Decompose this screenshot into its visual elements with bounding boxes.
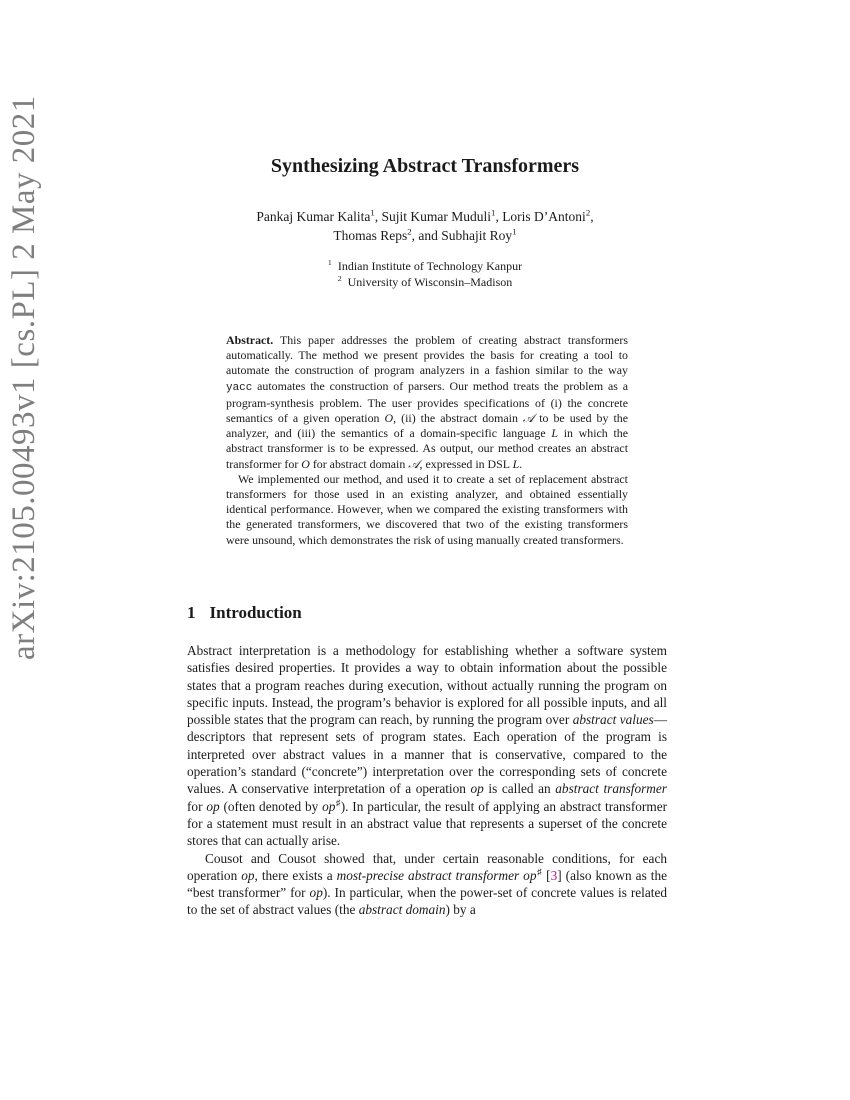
affiliation-1 — [0, 258, 850, 274]
text-run: . — [519, 456, 523, 471]
affiliation-2 — [0, 274, 850, 290]
affiliation-number: 2 — [337, 274, 342, 283]
math-symbol: op — [206, 798, 220, 814]
abstract-label: Abstract. — [226, 333, 274, 347]
abstract-paragraph-1 — [226, 333, 628, 472]
text-run: —descriptors that represent sets of program states. Each operation of the program is interpreted over abstract values in a manner that is conservative, compared to the operation’s standard (“concrete”) interpretation over the corresponding sets of concrete values. A conservative interpretation of a operation — [187, 712, 667, 797]
text-run: [ — [542, 867, 551, 883]
affiliation-marker: 1 — [370, 207, 375, 218]
text-run: (often denoted by — [219, 798, 323, 814]
section-title: Introduction — [209, 603, 302, 622]
text-run: ) by a — [445, 902, 476, 918]
math-symbol: O — [301, 456, 310, 471]
affiliation-name: Indian Institute of Technology Kanpur — [337, 259, 523, 273]
arxiv-identifier: arXiv:2105.00493v1 [cs.PL] 2 May 2021 — [6, 95, 42, 660]
text-run: automates the construction of parsers. Our method treats the problem as a program-synthesis problem. The user provides specifications of (i) the concrete semantics of a given operation — [226, 378, 628, 426]
math-symbol: O — [384, 411, 394, 426]
text-run: for — [187, 798, 207, 814]
text-run: in which the abstract transformer is to be expressed. As output, our method creates an abstract transformer for — [226, 426, 628, 471]
affiliation-marker: 1 — [512, 226, 517, 237]
text-run: Cousot and Cousot showed that, under certain reasonable conditions, for each operation — [187, 850, 667, 883]
affiliation-marker: 1 — [491, 207, 496, 218]
sharp-superscript: ♯ — [536, 866, 543, 877]
section-heading — [187, 603, 302, 623]
author-separator: , — [374, 209, 382, 224]
author-name: Loris D’Antoni — [502, 209, 586, 224]
text-run: is called an — [483, 781, 556, 797]
author-line-1 — [0, 207, 850, 226]
affiliation-name: University of Wisconsin–Madison — [347, 275, 513, 289]
author-separator: , and — [411, 228, 442, 243]
body-paragraph-2 — [187, 850, 667, 919]
abstract-paragraph-2: We implemented our method, and used it to create a set of replacement abstract transformers for those used in an existing analyzer, and obtained essentially identical performance. However, when we compared the existing transformers with the generated transformers, we discovered that two of the existing transformers were unsound, which demonstrates the risk of using manually created transformers. — [226, 471, 628, 547]
citation-link[interactable]: 3 — [550, 867, 558, 883]
author-name: Sujit Kumar Muduli — [381, 209, 492, 224]
text-run: , (ii) the abstract domain — [393, 411, 523, 426]
math-symbol: op — [241, 867, 255, 883]
author-name: Pankaj Kumar Kalita — [256, 209, 371, 224]
code-term: yacc — [226, 381, 253, 394]
text-run: , there exists a — [254, 867, 337, 883]
text-run: Abstract interpretation is a methodology for establishing whether a software system satisfies desired properties. It provides a way to obtain information about the possible states that a program reaches during execution, without actually running the program on specific inputs. Instead, the program’s behavior is explored for all possible inputs, and all possible states that the program can reach, by running the program over — [187, 643, 667, 728]
emphasis: abstract transformer — [555, 781, 667, 797]
text-run: , expressed in DSL — [419, 456, 513, 471]
affiliation-marker: 2 — [585, 207, 591, 218]
author-line-2 — [0, 226, 850, 245]
emphasis: most-precise abstract transformer — [336, 867, 520, 883]
affiliations — [0, 258, 850, 290]
math-symbol: 𝒜 — [408, 456, 420, 471]
math-symbol: L — [551, 426, 558, 441]
section-body — [187, 642, 667, 919]
math-symbol: op — [309, 885, 323, 901]
author-name: Subhajit Roy — [441, 228, 513, 243]
emphasis: abstract domain — [358, 902, 446, 918]
sharp-superscript: ♯ — [335, 797, 341, 808]
affiliation-marker: 2 — [407, 226, 412, 237]
math-symbol: L — [512, 456, 520, 471]
section-number: 1 — [187, 603, 196, 622]
text-run: ). In particular, the result of applying an abstract transformer for a statement must result in an abstract value that represents a superset of the concrete stores that can actually arise. — [187, 798, 668, 849]
emphasis: abstract values — [572, 712, 654, 728]
author-separator: , — [495, 209, 503, 224]
author-name: Thomas Reps — [333, 228, 408, 243]
math-symbol: op — [470, 781, 484, 797]
affiliation-number: 1 — [327, 258, 332, 267]
paper-title: Synthesizing Abstract Transformers — [270, 155, 580, 177]
author-list — [0, 207, 850, 245]
author-separator: , — [590, 209, 594, 224]
body-paragraph-1 — [187, 642, 667, 850]
text-run: to be used by the analyzer, and (iii) the semantics of a domain-specific language — [226, 411, 628, 441]
text-run: ). In particular, when the power-set of concrete values is related to the set of abstract values (the — [187, 885, 667, 918]
text-run: ] (also known as the “best transformer” for — [187, 867, 667, 901]
text-run: This paper addresses the problem of creating abstract transformers automatically. The method we present provides the basis for creating a tool to automate the construction of program analyzers in a fashion similar to the way — [226, 333, 628, 378]
math-symbol: 𝒜 — [522, 411, 535, 426]
math-symbol: op — [322, 798, 336, 814]
math-symbol: op — [523, 867, 537, 883]
text-run: for abstract domain — [309, 456, 409, 471]
abstract — [226, 333, 628, 548]
